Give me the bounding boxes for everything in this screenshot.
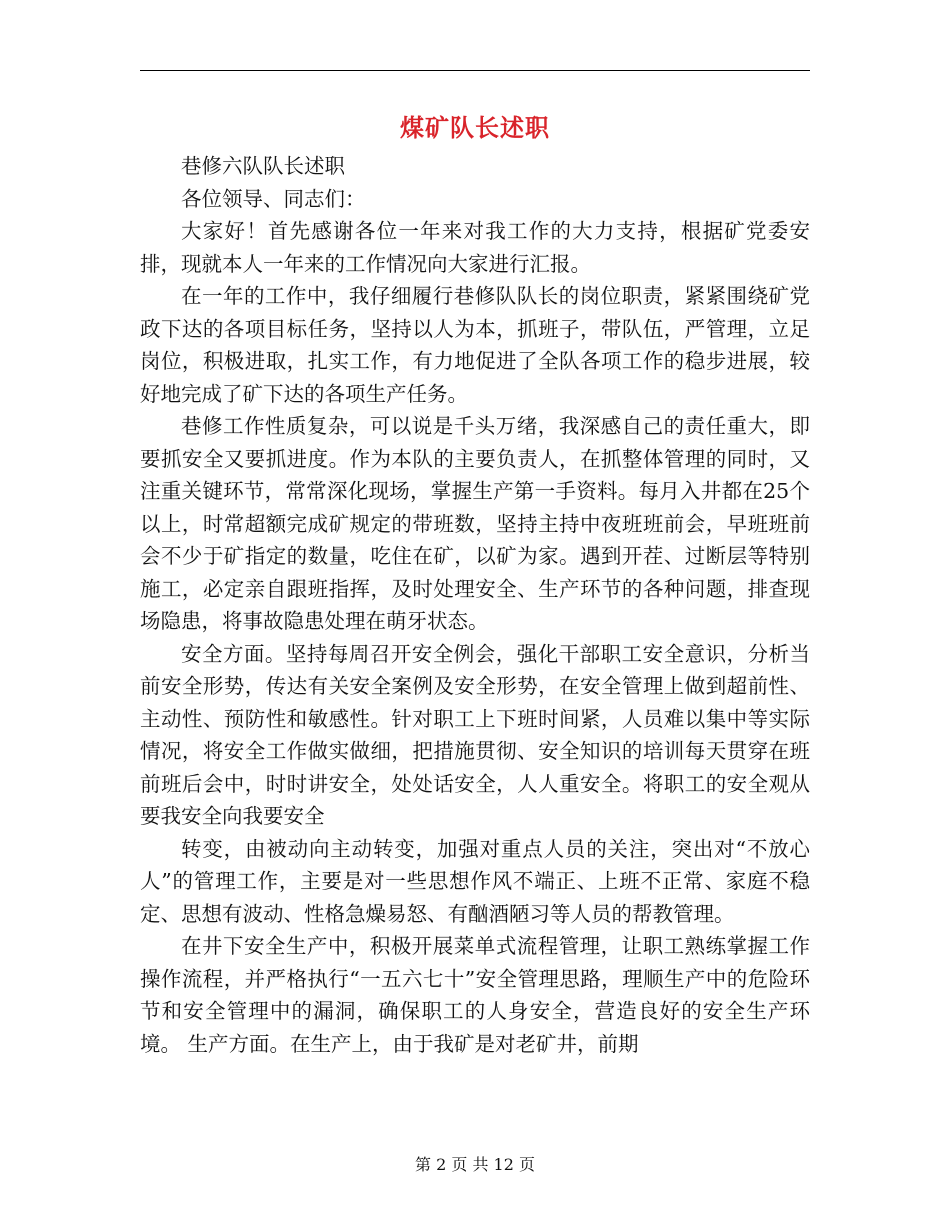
document-body xyxy=(140,150,810,1060)
paragraph-salutation: 各位领导、同志们： xyxy=(181,186,366,211)
header-rule xyxy=(140,70,810,71)
paragraph-production: 在井下安全生产中，积极开展菜单式流程管理，让职工熟练掌握工作操作流程，并严格执行“一五六七十”安全管理思路，理顺生产中的危险环节和安全管理中的漏洞，确保职工的人身安全，营造良好的安全生产环境。 生产方面。在生产上，由于我矿是对老矿井，前期 xyxy=(140,934,810,1056)
paragraph-work-nature: 巷修工作性质复杂，可以说是千头万绪，我深感自己的责任重大，即要抓安全又要抓进度。作为本队的主要负责人，在抓整体管理的同时，又注重关键环节，常常深化现场，掌握生产第一手资料。每月入井都在25个以上，时常超额完成矿规定的带班数，坚持主持中夜班班前会，早班班前会不少于矿指定的数量，吃住在矿，以矿为家。遇到开茬、过断层等特别施工，必定亲自跟班指挥，及时处理安全、生产环节的各种问题，排查现场隐患，将事故隐患处理在萌牙状态。 xyxy=(140,414,810,633)
page-number: 第 2 页 共 12 页 xyxy=(415,1155,535,1174)
paragraph-subtitle: 巷修六队队长述职 xyxy=(181,154,345,178)
paragraph-duties: 在一年的工作中，我仔细履行巷修队队长的岗位职责，紧紧围绕矿党政下达的各项目标任务，坚持以人为本，抓班子，带队伍，严管理，立足岗位，积极进取，扎实工作，有力地促进了全队各项工作的稳步进展，较好地完成了矿下达的各项生产任务。 xyxy=(140,284,810,406)
document-title: 煤矿队长述职 xyxy=(400,113,550,142)
paragraph-transformation: 转变，由被动向主动转变，加强对重点人员的关注，突出对“不放心人”的管理工作，主要是对一些思想作风不端正、上班不正常、家庭不稳定、思想有波动、性格急燥易怒、有酗酒陋习等人员的帮教管理。 xyxy=(140,836,810,926)
paragraph-safety: 安全方面。坚持每周召开安全例会，强化干部职工安全意识，分析当前安全形势，传达有关安全案例及安全形势，在安全管理上做到超前性、主动性、预防性和敏感性。针对职工上下班时间紧，人员难以集中等实际情况，将安全工作做实做细，把措施贯彻、安全知识的培训每天贯穿在班前班后会中，时时讲安全，处处话安全，人人重安全。将职工的安全观从要我安全向我要安全 xyxy=(140,641,810,828)
paragraph-greeting: 大家好！首先感谢各位一年来对我工作的大力支持，根据矿党委安排，现就本人一年来的工作情况向大家进行汇报。 xyxy=(140,219,810,276)
